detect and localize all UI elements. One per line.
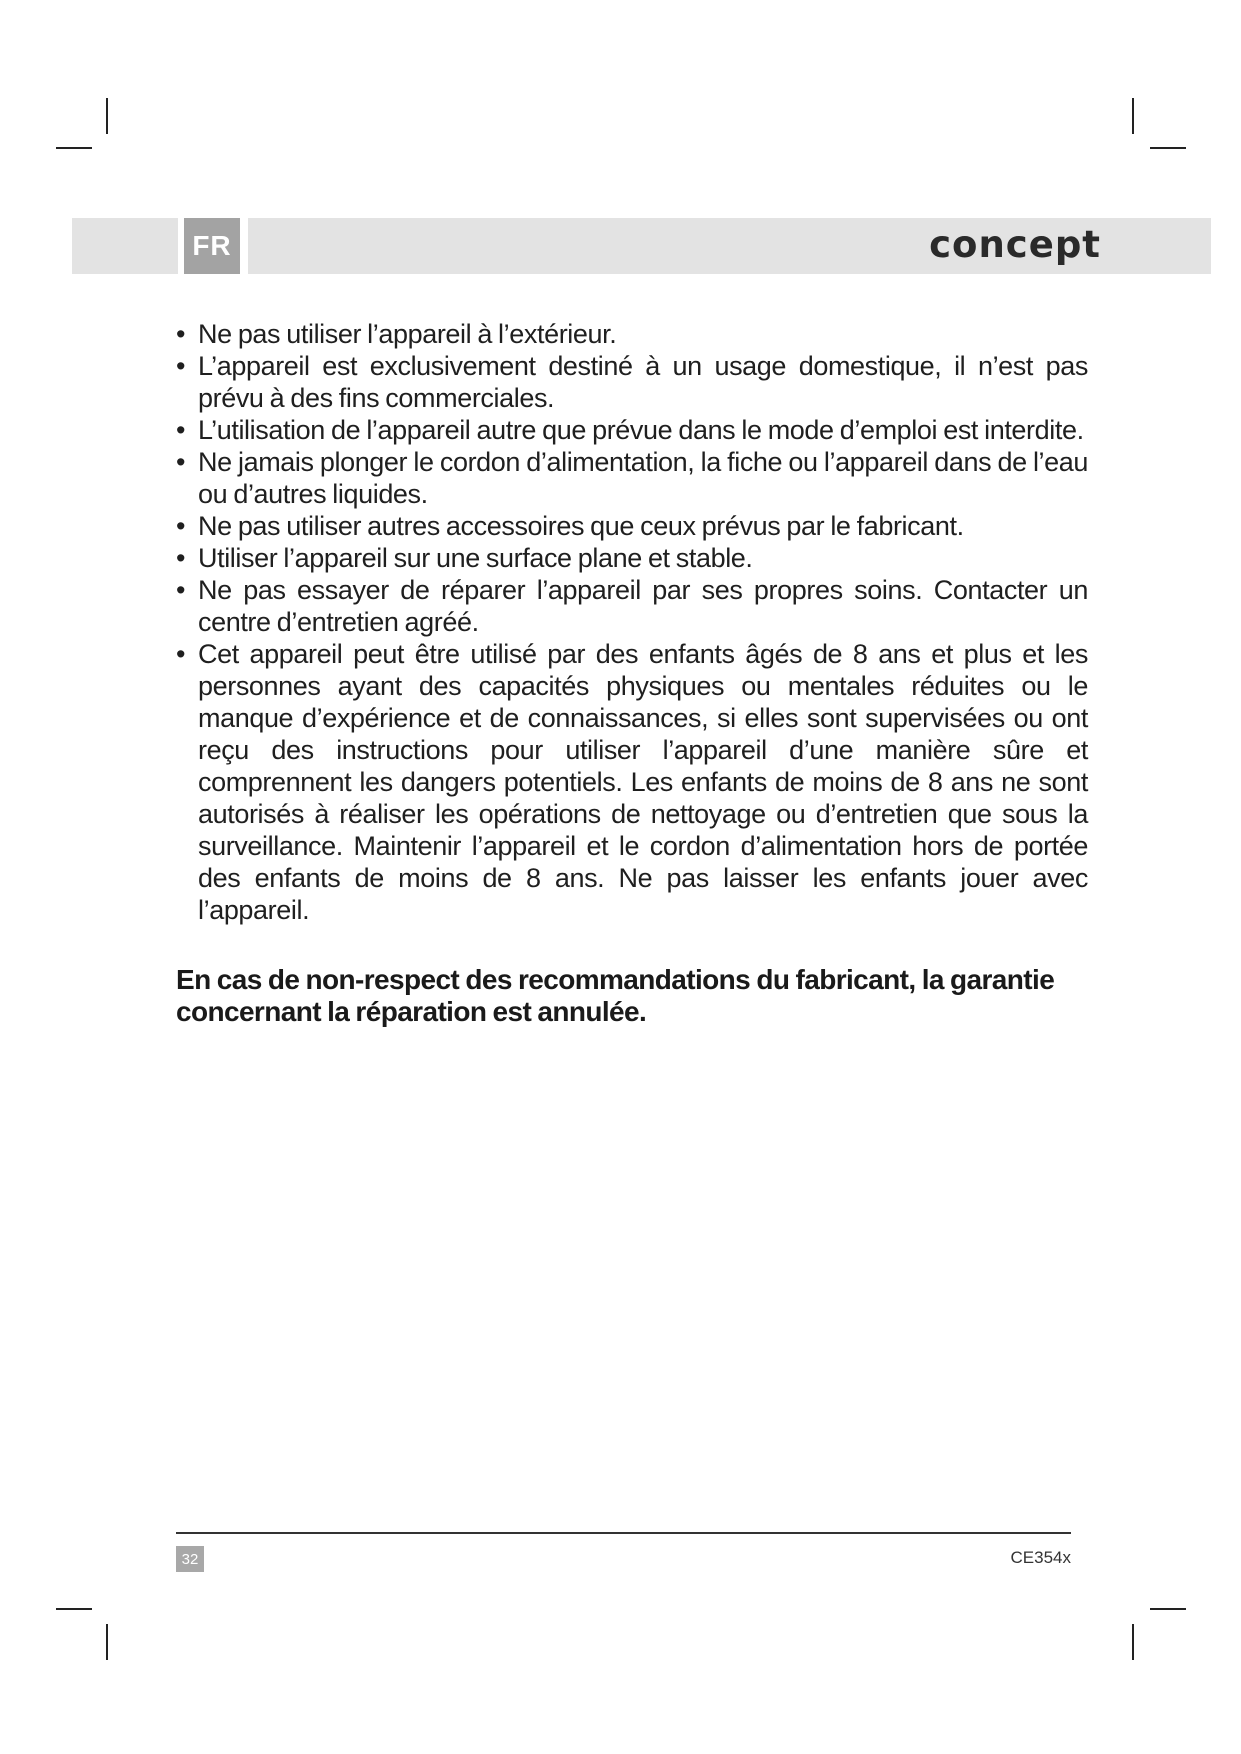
list-item xyxy=(176,638,1088,926)
rule-text: Ne jamais plonger le cordon d’alimentation, la fiche ou l’appareil dans de l’eau ou d’autres liquides. xyxy=(198,447,1088,509)
crop-mark xyxy=(1150,1608,1186,1610)
bullet-icon: • xyxy=(176,543,186,573)
bullet-icon: • xyxy=(176,351,186,381)
crop-mark xyxy=(1132,1624,1134,1660)
list-item xyxy=(176,318,1088,350)
warranty-warning: En cas de non-respect des recommandations du fabricant, la garantie concernant la réparation est annulée. xyxy=(176,964,1055,1027)
rule-text: Ne pas essayer de réparer l’appareil par ses propres soins. Contacter un centre d’entretien agréé. xyxy=(198,575,1088,637)
list-item xyxy=(176,350,1088,414)
main-content xyxy=(176,318,1088,1028)
crop-mark xyxy=(1132,98,1134,134)
crop-mark xyxy=(1150,147,1186,149)
rule-text: L’appareil est exclusivement destiné à un usage domestique, il n’est pas prévu à des fins commerciales. xyxy=(198,351,1088,413)
list-item xyxy=(176,446,1088,510)
model-code: CE354x xyxy=(1010,1548,1071,1567)
rule-text: Ne pas utiliser autres accessoires que ceux prévus par le fabricant. xyxy=(198,511,964,541)
brand-logo: concept xyxy=(929,223,1101,266)
crop-mark xyxy=(106,98,108,134)
rule-text: Utiliser l’appareil sur une surface plane et stable. xyxy=(198,543,753,573)
bullet-icon: • xyxy=(176,639,186,669)
rule-text: Ne pas utiliser l’appareil à l’extérieur. xyxy=(198,319,617,349)
crop-mark xyxy=(56,147,92,149)
list-item xyxy=(176,574,1088,638)
footer-divider xyxy=(176,1532,1071,1534)
page-number: 32 xyxy=(176,1546,204,1572)
bullet-icon: • xyxy=(176,415,186,445)
bullet-icon: • xyxy=(176,319,186,349)
safety-rules-list xyxy=(176,318,1088,926)
list-item xyxy=(176,542,1088,574)
header-band-left xyxy=(72,218,178,274)
rule-text: L’utilisation de l’appareil autre que prévue dans le mode d’emploi est interdite. xyxy=(198,415,1084,445)
list-item xyxy=(176,414,1088,446)
rule-text: Cet appareil peut être utilisé par des enfants âgés de 8 ans et plus et les personnes ayant des capacités physiques ou mentales réduites ou le manque d’expérience et de connaissances, si elles sont supervisées ou ont reçu des instructions pour utiliser l’appareil d’une manière sûre et comprennent les dangers potentiels. Les enfants de moins de 8 ans ne sont autorisés à réaliser les opérations de nettoyage ou d’entretien que sous la surveillance. Maintenir l’appareil et le cordon d’alimentation hors de portée des enfants de moins de 8 ans. Ne pas laisser les enfants jouer avec l’appareil. xyxy=(198,639,1088,925)
bullet-icon: • xyxy=(176,511,186,541)
crop-mark xyxy=(56,1608,92,1610)
bullet-icon: • xyxy=(176,447,186,477)
language-badge: FR xyxy=(184,218,240,274)
crop-mark xyxy=(106,1624,108,1660)
bullet-icon: • xyxy=(176,575,186,605)
list-item xyxy=(176,510,1088,542)
